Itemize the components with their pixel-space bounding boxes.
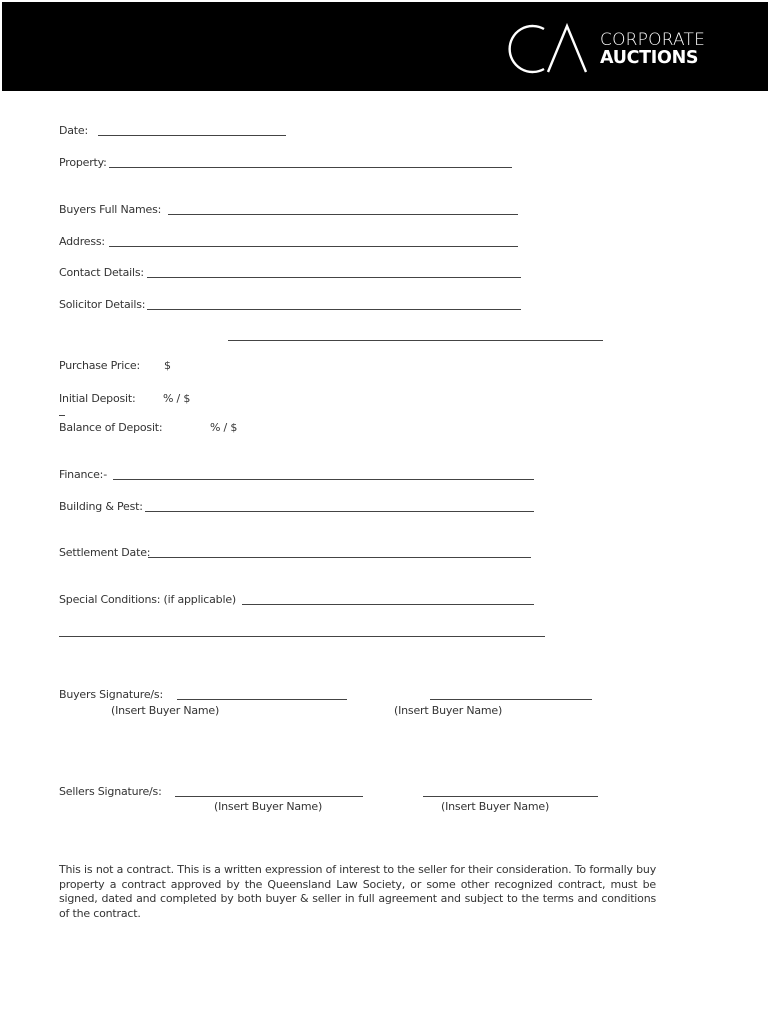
seller-1-name-caption: (Insert Buyer Name)	[214, 800, 323, 813]
sellers-signature-label: Sellers Signature/s:	[59, 785, 162, 798]
special-conditions-label: Special Conditions: (if applicable)	[59, 593, 236, 606]
contact-details-field-line[interactable]	[147, 277, 521, 278]
solicitor-details-extra-line[interactable]	[228, 340, 603, 341]
finance-label: Finance:-	[59, 468, 107, 481]
seller-signature-line-2[interactable]	[423, 796, 598, 797]
logo-wordmark	[600, 32, 705, 68]
purchase-price-currency: $	[164, 359, 171, 372]
property-field-line[interactable]	[109, 167, 512, 168]
balance-of-deposit-label: Balance of Deposit:	[59, 421, 163, 434]
address-field-line[interactable]	[109, 246, 518, 247]
date-field-line[interactable]	[98, 135, 286, 136]
buyer-1-name-caption: (Insert Buyer Name)	[111, 704, 220, 717]
finance-field-line[interactable]	[113, 479, 534, 480]
special-conditions-field-line[interactable]	[242, 604, 534, 605]
solicitor-details-label: Solicitor Details:	[59, 298, 146, 311]
logo-line-corporate: CORPORATE	[600, 30, 706, 50]
date-label: Date:	[59, 124, 88, 137]
balance-of-deposit-units: % / $	[210, 421, 238, 434]
building-pest-field-line[interactable]	[145, 511, 534, 512]
buyer-signature-line-2[interactable]	[430, 699, 592, 700]
logo-line-auctions: AUCTIONS	[600, 48, 699, 68]
buyer-2-name-caption: (Insert Buyer Name)	[394, 704, 503, 717]
corporate-auctions-logo-icon	[504, 20, 594, 78]
header-banner	[2, 2, 768, 91]
special-conditions-extra-line[interactable]	[59, 636, 545, 637]
initial-deposit-dash	[59, 415, 65, 416]
buyers-signature-label: Buyers Signature/s:	[59, 688, 163, 701]
initial-deposit-label: Initial Deposit:	[59, 392, 136, 405]
disclaimer-paragraph: This is not a contract. This is a written expression of interest to the seller for their consideration. To formally buy property a contract approved by the Queensland Law Society, or some other recognized contract, must be signed, dated and completed by both buyer & seller in full agreement and subject to the terms and conditions of the contract.	[59, 863, 656, 920]
settlement-date-label: Settlement Date:	[59, 546, 151, 559]
address-label: Address:	[59, 235, 105, 248]
seller-signature-line-1[interactable]	[175, 796, 363, 797]
contact-details-label: Contact Details:	[59, 266, 144, 279]
building-pest-label: Building & Pest:	[59, 500, 143, 513]
property-label: Property:	[59, 156, 107, 169]
purchase-price-label: Purchase Price:	[59, 359, 140, 372]
settlement-date-field-line[interactable]	[148, 557, 531, 558]
seller-2-name-caption: (Insert Buyer Name)	[441, 800, 550, 813]
initial-deposit-units: % / $	[163, 392, 191, 405]
buyers-full-names-field-line[interactable]	[168, 214, 518, 215]
solicitor-details-field-line[interactable]	[147, 309, 521, 310]
buyer-signature-line-1[interactable]	[177, 699, 347, 700]
buyers-full-names-label: Buyers Full Names:	[59, 203, 162, 216]
